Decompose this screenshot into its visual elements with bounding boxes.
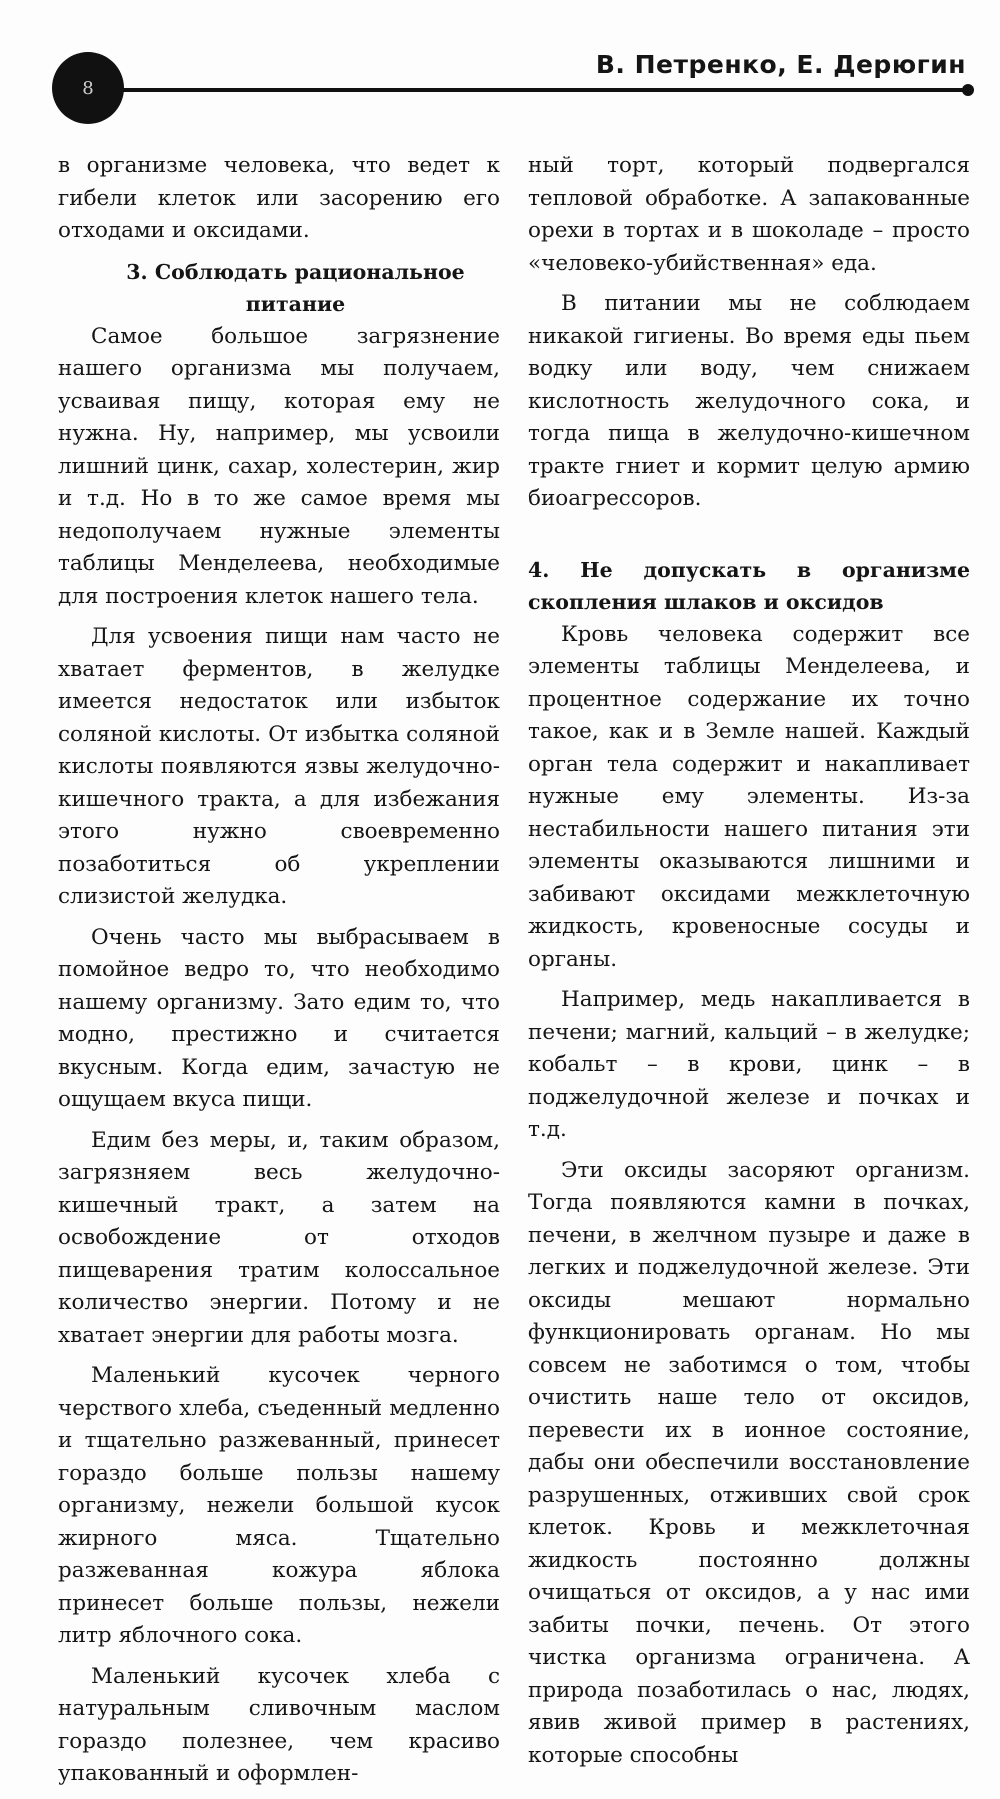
page-number: 8 — [82, 77, 94, 99]
paragraph: Едим без меры, и, таким образом, загрязняем весь желудочно-кишечный тракт, а затем на освобождение от отходов пищеварения тратим колоссальное количество энергии. Потому и не хватает энергии для работы мозга. — [58, 1127, 500, 1348]
paragraph: Для усвоения пищи нам часто не хватает ферментов, в желудке имеется недостаток или избыток соляной кислоты. От избытка соляной кислоты появляются язвы желудочно-кишечного тракта, а для избежания этого нужно своевременно позаботиться об укреплении слизистой желудка. — [58, 624, 500, 909]
section-heading-3: 3. Соблюдать рациональное питание — [126, 259, 465, 316]
paragraph: Маленький кусочек хлеба с натуральным сливочным маслом гораздо полезнее, чем красиво упакованный и оформлен- — [58, 1663, 500, 1786]
paragraph: Кровь человека содержит все элементы таблицы Менделеева, и процентное содержание их точно такое, как и в Земле нашей. Каждый орган тела содержит и накапливает нужные ему элементы. Из-за нестабильности нашего питания эти элементы оказываются лишними и забивают оксидами межклеточную жидкость, кровеносные сосуды и органы. — [528, 621, 970, 972]
header-rule-end-dot — [962, 84, 974, 96]
paragraph: Маленький кусочек черного черствого хлеба, съеденный медленно и тщательно разжеванный, принесет гораздо больше пользы нашему организму, нежели большой кусок жирного мяса. Тщательно разжеванная кожура яблока принесет больше пользы, нежели литр яблочного сока. — [58, 1363, 500, 1648]
section-heading-4: 4. Не допускать в организме скопления шлаков и оксидов — [528, 557, 970, 614]
right-continuation-paragraph: ный торт, который подвергался тепловой обработке. А запакованные орехи в тортах и в шоколаде – просто «человеко-убийственная» еда. — [528, 153, 970, 276]
header-rule — [110, 88, 970, 92]
paragraph: В питании мы не соблюдаем никакой гигиены. Во время еды пьем водку или воду, чем снижаем кислотность желудочного сока, и тогда пища в желудочно-кишечном тракте гниет и кормит целую армию биоагрессоров. — [528, 291, 970, 511]
right-column — [528, 150, 970, 1780]
paragraph: Самое большое загрязнение нашего организма мы получаем, усваивая пищу, которая ему не нужна. Ну, например, мы усвоили лишний цинк, сахар, холестерин, жир и т.д. Но в то же самое время мы недополучаем нужные элементы таблицы Менделеева, необходимые для построения клеток нашего тела. — [58, 323, 500, 609]
running-header-authors: В. Петренко, Е. Дерюгин — [595, 50, 966, 79]
left-intro-paragraph: в организме человека, что ведет к гибели клеток или засорению его отходами и оксидами. — [58, 153, 500, 243]
left-column — [58, 150, 500, 1799]
paragraph: Очень часто мы выбрасываем в помойное ведро то, что необходимо нашему организму. Зато едим то, что модно, престижно и считается вкусным. Когда едим, зачастую не ощущаем вкуса пищи. — [58, 924, 500, 1112]
paragraph: Например, медь накапливается в печени; магний, кальций – в желудке; кобальт – в крови, цинк – в поджелудочной железе и почках и т.д. — [528, 987, 970, 1142]
paragraph: Эти оксиды засоряют организм. Тогда появляются камни в почках, печени, в желчном пузыре и даже в легких и поджелудочной железе. Эти оксиды мешают нормально функционировать органам. Но мы совсем не заботимся о том, чтобы очистить наше тело от оксидов, перевести их в ионное состояние, дабы они обеспечили восстановление разрушенных, отживших свой срок клеток. Кровь и межклеточная жидкость постоянно должны очищаться от оксидов, а у нас ими забиты почки, печень. От этого чистка организма ограничена. А природа позаботилась о нас, людях, явив живой пример в растениях, которые способны — [528, 1157, 970, 1768]
